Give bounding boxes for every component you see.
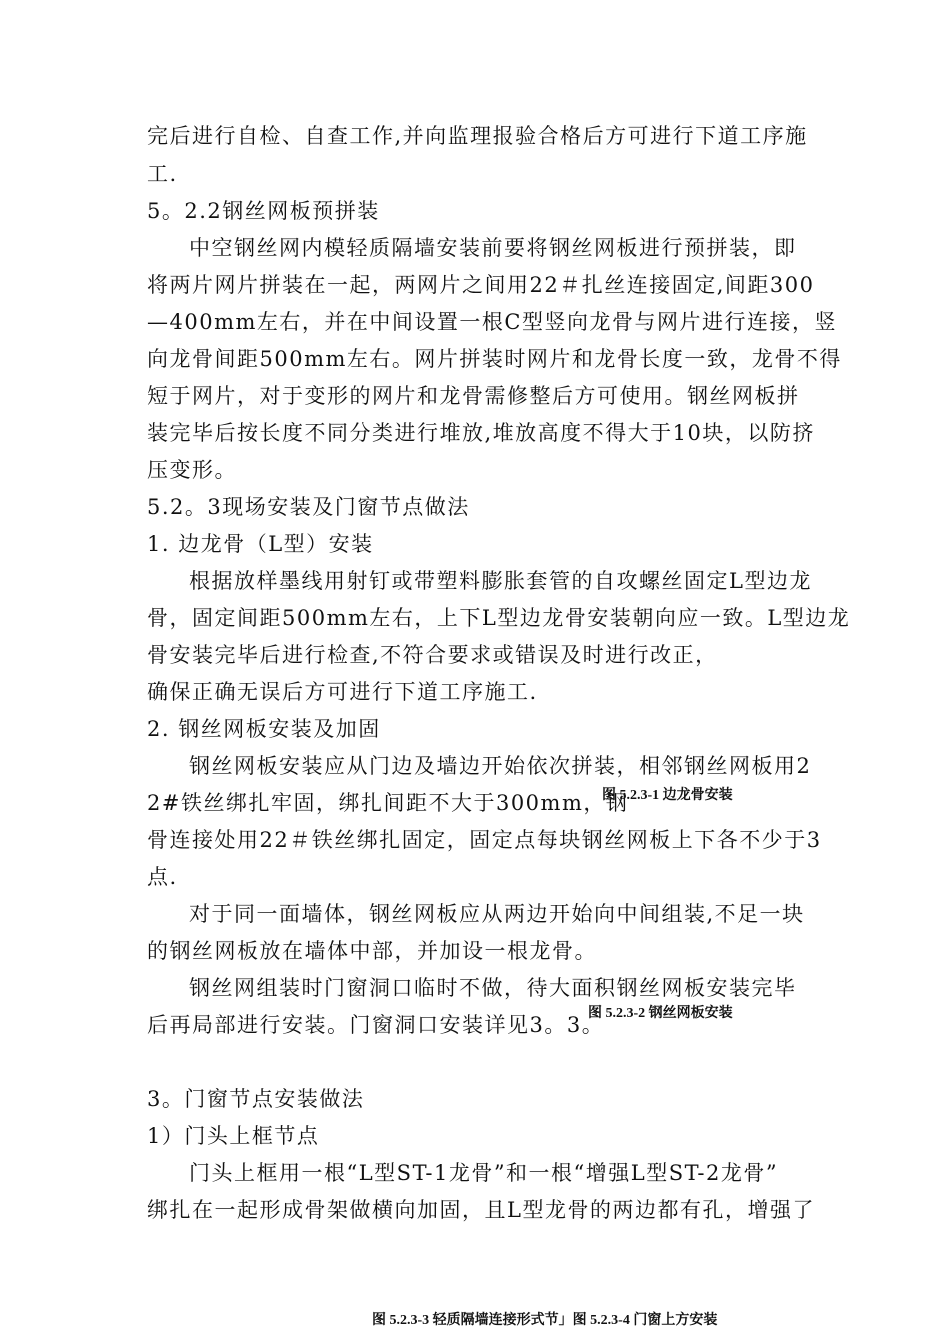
- paragraph-line: 后再局部进行安装。门窗洞口安装详见3。3。: [147, 1013, 605, 1037]
- paragraph-line: 短于网片，对于变形的网片和龙骨需修整后方可使用。钢丝网板拼: [147, 384, 800, 408]
- section-heading-5-2-3: 5.2。3现场安装及门窗节点做法: [147, 495, 470, 519]
- subheading-3-1: 1）门头上框节点: [147, 1124, 320, 1148]
- paragraph-line: 装完毕后按长度不同分类进行堆放,堆放高度不得大于10块，以防挤: [147, 421, 815, 445]
- figure-caption: 图 5.2.3-2 钢丝网板安装: [588, 1006, 733, 1021]
- paragraph-line: 根据放样墨线用射钉或带塑料膨胀套管的自攻螺丝固定L型边龙: [189, 569, 812, 593]
- paragraph-line: 对于同一面墙体，钢丝网板应从两边开始向中间组装,不足一块: [189, 902, 805, 926]
- paragraph-line: 绑扎在一起形成骨架做横向加固，且L型龙骨的两边都有孔，增强了: [147, 1198, 815, 1222]
- subheading-3: 3。门窗节点安装做法: [147, 1087, 365, 1111]
- paragraph-line: —400mm左右，并在中间设置一根C型竖向龙骨与网片进行连接，竖: [147, 310, 837, 334]
- paragraph-line: 向龙骨间距500mm左右。网片拼装时网片和龙骨长度一致，龙骨不得: [147, 347, 842, 371]
- paragraph-line: 将两片网片拼装在一起，两网片之间用22＃扎丝连接固定,间距300: [147, 273, 815, 297]
- paragraph-line: 骨安装完毕后进行检查,不符合要求或错误及时进行改正，: [147, 643, 718, 667]
- paragraph-line: 工.: [147, 162, 178, 186]
- paragraph-line: 2#铁丝绑扎牢固，绑扎间距不大于300mm，钢: [147, 791, 629, 815]
- paragraph-line: 钢丝网组装时门窗洞口临时不做，待大面积钢丝网板安装完毕: [189, 976, 797, 1000]
- subheading-1: 1. 边龙骨（L型）安装: [147, 532, 374, 556]
- paragraph-line: 中空钢丝网内模轻质隔墙安装前要将钢丝网板进行预拼装，即: [189, 236, 797, 260]
- subheading-2: 2. 钢丝网板安装及加固: [147, 717, 381, 741]
- figure-caption: 图 5.2.3-3 轻质隔墙连接形式节」图 5.2.3-4 门窗上方安装: [372, 1313, 718, 1328]
- section-heading-5-2-2: 5。2.2钢丝网板预拼装: [147, 199, 380, 223]
- paragraph-line: 钢丝网板安装应从门边及墙边开始依次拼装，相邻钢丝网板用2: [189, 754, 812, 778]
- paragraph-line: 门头上框用一根“L型ST-1龙骨”和一根“增强L型ST-2龙骨”: [189, 1161, 779, 1185]
- figure-caption: 图 5.2.3-1 边龙骨安装: [602, 788, 733, 803]
- paragraph-line: 完后进行自检、自查工作,并向监理报验合格后方可进行下道工序施: [147, 124, 808, 148]
- paragraph-line: 确保正确无误后方可进行下道工序施工.: [147, 680, 538, 704]
- paragraph-line: 骨，固定间距500mm左右，上下L型边龙骨安装朝向应一致。L型边龙: [147, 606, 851, 630]
- paragraph-line: 压变形。: [147, 458, 237, 482]
- paragraph-line: 骨连接处用22＃铁丝绑扎固定，固定点每块钢丝网板上下各不少于3: [147, 828, 822, 852]
- paragraph-line: 点.: [147, 865, 178, 889]
- paragraph-line: 的钢丝网板放在墙体中部，并加设一根龙骨。: [147, 939, 597, 963]
